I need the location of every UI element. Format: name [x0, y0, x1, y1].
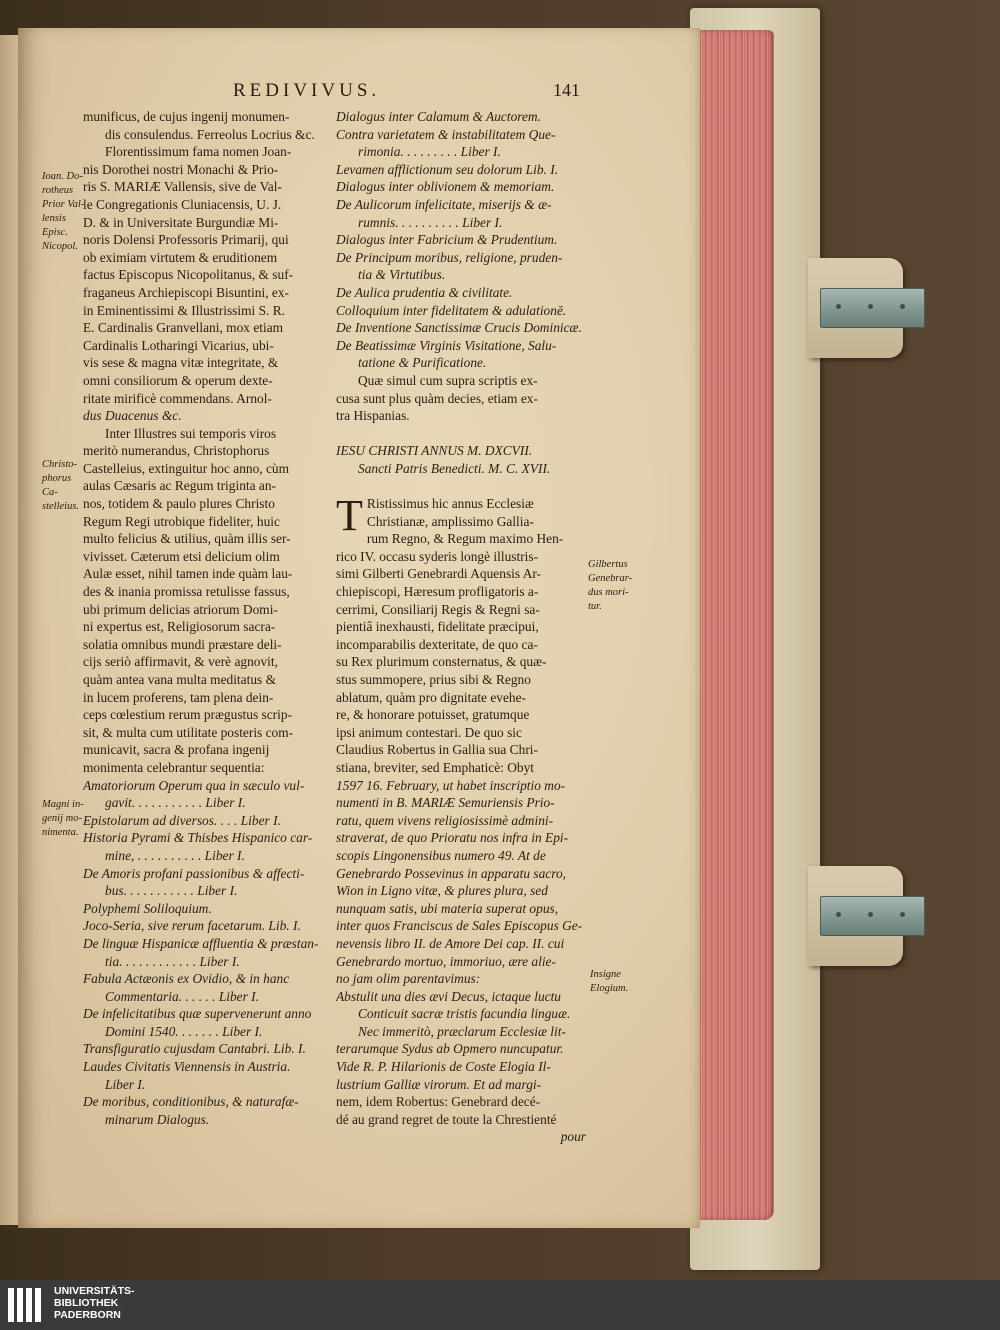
text-line: ni expertus est, Religiosorum sacra-	[83, 619, 276, 635]
marginal-line: stelleius.	[42, 501, 80, 512]
marginal-note-christophorus	[42, 458, 86, 514]
logo-line: BIBLIOTHEK	[54, 1297, 119, 1309]
text-line	[336, 425, 586, 443]
text-line: omni consiliorum & operum dexte-	[83, 372, 273, 388]
marginal-line: phorus Ca-	[42, 473, 72, 498]
book-clasp-bottom	[808, 866, 958, 966]
text-line: des & inania promissa retulisse fassus,	[83, 584, 290, 600]
text-line: re, & honorare potuisset, gratumque	[336, 707, 530, 723]
text-line: De Principum moribus, religione, pruden-	[336, 249, 563, 265]
text-line: vivisset. Cæterum etsi delicium olim	[83, 548, 280, 564]
marginal-note-ioan	[42, 170, 86, 254]
text-line: Domini 1540. . . . . . . Liber I.	[105, 1023, 263, 1039]
text-line: Conticuit sacræ tristis facundia linguæ.	[358, 1006, 571, 1022]
text-line: solatia omnibus mundi præstare deli-	[83, 636, 282, 652]
text-line: De moribus, conditionibus, & naturafæ-	[83, 1094, 299, 1110]
text-line: ris S. MARIÆ Vallensis, sive de Val-	[83, 179, 282, 195]
text-line: Dialogus inter Fabricium & Prudentium.	[336, 232, 558, 248]
marginal-note-gilbertus	[588, 558, 648, 614]
text-line: De linguæ Hispanicæ affluentia & præstan-	[83, 935, 319, 951]
text-line: noris Dolensi Professoris Primarij, qui	[83, 232, 289, 248]
text-line: le Congregationis Cluniacensis, U. J.	[83, 196, 282, 212]
text-line: nos, totidem & paulo plures Christo	[83, 496, 275, 512]
text-line: rum Regno, & Regum maximo Hen-	[366, 531, 564, 547]
marginal-note-insigne	[590, 968, 650, 996]
text-line: nis Dorothei nostri Monachi & Prio-	[83, 161, 279, 177]
text-line: in Eminentissimi & Illustrissimi S. R.	[83, 302, 285, 318]
dropcap-letter: T	[336, 491, 363, 541]
text-line: nem, idem Robertus: Genebrard decé-	[336, 1094, 541, 1110]
text-line: bus. . . . . . . . . . . Liber I.	[105, 883, 238, 899]
text-line	[336, 477, 586, 495]
text-line: Sancti Patris Benedicti. M. C. XVII.	[358, 460, 551, 476]
text-line: monimenta celebrantur sequentia:	[83, 759, 265, 775]
right-column-works-list	[336, 108, 586, 495]
text-line: Claudius Robertus in Gallia sua Chri-	[336, 742, 538, 758]
text-line: pientiâ inexhausti, fidelitate præcipui,	[336, 619, 539, 635]
text-line: Dialogus inter oblivionem & memoriam.	[336, 179, 555, 195]
text-line: Contra varietatem & instabilitatem Que-	[336, 126, 556, 142]
text-line: Historia Pyrami & Thisbes Hispanico car-	[83, 830, 313, 846]
text-line: terarumque Sydus ab Opmero nuncupatur.	[336, 1041, 564, 1057]
text-line: meritò numerandus, Christophorus	[83, 443, 270, 459]
text-line: cijs seriò affirmavit, & verè agnovit,	[83, 654, 278, 670]
marginal-line: Ioan. Do-	[42, 171, 83, 182]
marginal-line: lensis Episc.	[42, 213, 68, 238]
text-line: dé au grand regret de toute la Chrestienté	[336, 1111, 557, 1127]
marginal-line: Christo-	[42, 459, 78, 470]
text-line: chiepiscopi, Hæresum profligatoris a-	[336, 584, 539, 600]
text-line: dis consulendus. Ferreolus Locrius &c.	[105, 126, 315, 142]
right-column-body	[336, 530, 586, 1146]
text-line: rumnis. . . . . . . . . . Liber I.	[358, 214, 503, 230]
logo-line: PADERBORN	[54, 1309, 121, 1321]
library-logo-text	[54, 1285, 135, 1321]
text-line: tia & Virtutibus.	[358, 267, 446, 283]
text-line: Liber I.	[105, 1076, 146, 1092]
text-line: stus summopere, prius sibi & Regno	[336, 672, 531, 687]
marginal-line: Prior Val-	[42, 199, 85, 210]
text-line: Commentaria. . . . . . Liber I.	[105, 988, 259, 1004]
text-line: dus Duacenus &c.	[83, 408, 182, 424]
text-line: rimonia. . . . . . . . . Liber I.	[358, 144, 501, 160]
text-line: ritate mirificè commendans. Arnol-	[83, 390, 272, 406]
text-line: Epistolarum ad diversos. . . . Liber I.	[83, 812, 281, 828]
book-clasp-top	[808, 258, 958, 358]
text-line: fraganeus Archiepiscopi Bisuntini, ex-	[83, 284, 290, 300]
page-number: 141	[553, 80, 580, 100]
marginal-line: Genebrar-	[588, 573, 633, 584]
text-line: numenti in B. MARIÆ Semuriensis Prio-	[336, 795, 555, 811]
text-line: Inter Illustres sui temporis viros	[105, 425, 277, 441]
marginal-line: Insigne	[590, 969, 621, 980]
text-line: ubi primum delicias atriorum Domi-	[83, 601, 278, 617]
text-line: Regum Regi utrobique fideliter, huic	[83, 513, 280, 529]
left-text-column	[83, 108, 330, 1128]
text-line: tatione & Purificatione.	[358, 355, 487, 371]
text-line: Aulæ esset, nihil tamen inde quàm lau-	[83, 566, 293, 582]
text-line: rico IV. occasu syderis longè illustris-	[336, 548, 539, 564]
text-line: munificus, de cujus ingenij monumen-	[83, 109, 290, 124]
text-line: Florentissimum fama nomen Joan-	[105, 144, 292, 160]
text-line: Cardinalis Lotharingi Vicarius, ubi-	[83, 337, 274, 353]
text-line: vis sese & magna vitæ integritate, &	[83, 355, 279, 371]
text-line: cusa sunt plus quàm decies, etiam ex-	[336, 390, 538, 406]
text-line: De Aulicorum infelicitate, miserijs & æ-	[336, 196, 552, 212]
text-line: mine, . . . . . . . . . . Liber I.	[105, 847, 245, 863]
marginal-line: tur.	[588, 601, 602, 612]
marginal-line: rotheus	[42, 185, 74, 196]
logo-line: UNIVERSITÄTS-	[54, 1285, 135, 1297]
marginal-line: genij mo-	[42, 813, 82, 824]
text-line: Fabula Actæonis ex Ovidio, & in hanc	[83, 971, 290, 987]
text-line: D. & in Universitate Burgundiæ Mi-	[83, 214, 279, 230]
running-title: REDIVIVUS.	[233, 80, 381, 101]
text-line: tia. . . . . . . . . . . . Liber I.	[105, 953, 240, 969]
text-line: ablatum, quàm pro dignitate evehe-	[336, 689, 527, 705]
text-line: simi Gilberti Genebrardi Aquensis Ar-	[336, 566, 542, 582]
text-line: inter quos Franciscus de Sales Episcopus Ge-	[336, 918, 583, 934]
text-line: aulas Cæsaris ac Regum triginta an-	[83, 478, 277, 494]
text-line: ob eximiam virtutem & eruditionem	[83, 249, 278, 265]
text-line: Abstulit una dies ævi Decus, ictaque luctu	[336, 988, 561, 1004]
text-line: IESU CHRISTI ANNUS M. DXCVII.	[336, 443, 533, 459]
book-page	[18, 28, 700, 1228]
text-line: Vide R. P. Hilarionis de Coste Elogia Il-	[336, 1059, 551, 1075]
text-line: Amatoriorum Operum qua in sæculo vul-	[83, 777, 305, 793]
marginal-line: nimenta.	[42, 827, 79, 838]
text-line: in lucem proferens, tam plena dein-	[83, 689, 274, 705]
text-line: Levamen afflictionum seu dolorum Lib. I.	[336, 161, 559, 177]
text-line: Nec immeritò, præclarum Ecclesiæ lit-	[358, 1023, 566, 1039]
text-line: quàm antea vana multa meditatus &	[83, 672, 276, 687]
text-line: minarum Dialogus.	[105, 1111, 210, 1127]
library-logo-bar	[0, 1280, 1000, 1330]
text-line: stiana, breviter, sed Emphaticè: Obyt	[336, 759, 535, 775]
text-line: municavit, sacra & profana ingenij	[83, 742, 270, 758]
text-line: ratu, quem vivens religiosissimè admini-	[336, 812, 554, 828]
marginal-line: Elogium.	[590, 983, 629, 994]
text-line: Dialogus inter Calamum & Auctorem.	[336, 109, 541, 124]
text-line: De Beatissimæ Virginis Visitatione, Salu-	[336, 337, 557, 353]
library-logo-icon	[8, 1288, 50, 1324]
text-line: Genebrardo mortuo, immoriuo, ære alie-	[336, 953, 556, 969]
text-line: pour	[560, 1129, 586, 1145]
text-line: factus Episcopus Nicopolitanus, & suf-	[83, 267, 294, 283]
text-line: Colloquium inter fidelitatem & adulationē.	[336, 302, 567, 318]
marginal-line: Magni in-	[42, 799, 84, 810]
text-line: E. Cardinalis Granvellani, mox etiam	[83, 320, 284, 336]
marginal-note-magni-ingenij	[42, 798, 86, 840]
text-line: De Inventione Sanctissimæ Crucis Dominicæ.	[336, 320, 582, 336]
text-line: cerrimi, Consiliarij Regis & Regni sa-	[336, 601, 540, 617]
marginal-line: Gilbertus	[588, 559, 628, 570]
text-line: De infelicitatibus quæ supervenerunt anno	[83, 1006, 312, 1022]
text-line: tra Hispanias.	[336, 408, 410, 424]
text-line: scopis Lingonensibus numero 49. At de	[336, 847, 546, 863]
text-line: Genebrardo Possevinus in apparatu sacro,	[336, 865, 566, 881]
text-line: Quæ simul cum supra scriptis ex-	[358, 372, 538, 388]
text-line: Castelleius, extinguitur hoc anno, cùm	[83, 460, 290, 476]
text-line: Laudes Civitatis Viennensis in Austria.	[83, 1059, 291, 1075]
text-line: Christianæ, amplissimo Gallia-	[366, 513, 534, 529]
text-line: su Rex plurimum consternatus, & quæ-	[336, 654, 547, 670]
text-line: ipsi animum contestari. De quo sic	[336, 724, 522, 740]
text-line: De Amoris profani passionibus & affecti-	[83, 865, 305, 881]
text-line: De Aulica prudentia & civilitate.	[336, 284, 513, 300]
text-line: nevensis libro II. de Amore Dei cap. II. cui	[336, 935, 565, 951]
text-line: Joco-Seria, sive rerum facetarum. Lib. I.	[83, 918, 301, 934]
red-page-edges	[696, 30, 774, 1220]
page-header	[233, 80, 593, 110]
text-line: multo felicius & utilius, quàm illis ser-	[83, 531, 291, 547]
text-line: 1597 16. February, ut habet inscriptio mo-	[336, 777, 566, 793]
text-line: lustrium Galliæ virorum. Et ad margi-	[336, 1076, 542, 1092]
text-line: Polyphemi Soliloquium.	[83, 900, 212, 916]
text-line: no jam olim parentavimus:	[336, 971, 481, 987]
text-line: nunquam satis, ubi materia superat opus,	[336, 900, 559, 916]
text-line: Wion in Ligno vitæ, & plures plura, sed	[336, 883, 548, 899]
text-line: sit, & multa cum utilitate posteris com-	[83, 724, 294, 740]
text-line: gavit. . . . . . . . . . . Liber I.	[105, 795, 246, 811]
marginal-line: Nicopol.	[42, 241, 78, 252]
right-text-column	[336, 108, 586, 1146]
marginal-line: dus mori-	[588, 587, 629, 598]
text-line: Transfiguratio cujusdam Cantabri. Lib. I.	[83, 1041, 306, 1057]
text-line: straverat, de quo Prioratu nos infra in Epi-	[336, 830, 569, 846]
text-line: incomparabilis dexteritate, de quo ca-	[336, 636, 538, 652]
text-line: Ristissimus hic annus Ecclesiæ	[366, 496, 534, 512]
text-line: ceps cœlestium rerum prægustus scrip-	[83, 707, 292, 723]
